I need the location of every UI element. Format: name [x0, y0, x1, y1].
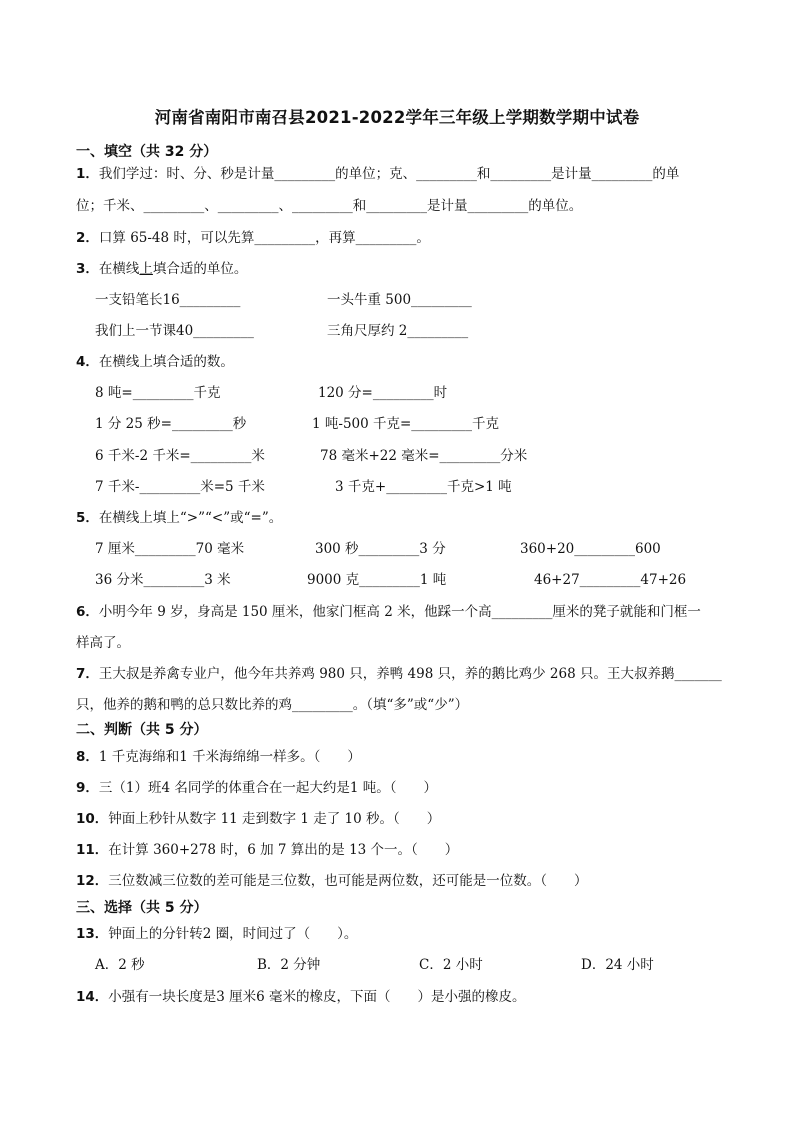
section-true-false-heading: 二、判断（共 5 分） — [76, 722, 208, 738]
question-4-item-f: 78 毫米+22 毫米=_________分米 — [320, 448, 528, 464]
question-number: 12． — [76, 873, 109, 889]
question-4-item-h: 3 千克+_________千克>1 吨 — [335, 479, 512, 495]
question-text: 在计算 360+278 时，6 加 7 算出的是 13 个一。（ ） — [108, 842, 459, 858]
question-5-item-d: 36 分米_________3 米 — [95, 572, 231, 588]
question-3-item-a: 一支铅笔长16_________ — [95, 292, 241, 308]
question-13-option-b: B．2 分钟 — [257, 957, 321, 973]
question-number: 3． — [76, 261, 99, 277]
question-3-item-c: 我们上一节课40_________ — [95, 323, 254, 339]
question-text-pre: 在横线 — [98, 261, 140, 277]
question-text: 在横线上填上“>”“<”或“=”。 — [98, 510, 283, 526]
question-text: 三位数减三位数的差可能是三位数，也可能是两位数，还可能是一位数。（ ） — [108, 873, 588, 889]
question-number: 2． — [76, 230, 99, 246]
question-5-item-f: 46+27_________47+26 — [534, 572, 687, 588]
question-text-post: 填合适的单位。 — [152, 261, 248, 277]
question-14 — [76, 987, 526, 1007]
question-5-item-b: 300 秒_________3 分 — [315, 541, 446, 557]
question-13-option-a: A．2 秒 — [95, 957, 145, 973]
question-13 — [76, 924, 357, 944]
exam-title: 河南省南阳市南召县2021-2022学年三年级上学期数学期中试卷 — [154, 108, 640, 127]
question-number: 7． — [76, 666, 99, 682]
question-number: 14． — [76, 989, 109, 1005]
question-1-line-1 — [76, 164, 679, 184]
question-text: 王大叔是养禽专业户，他今年共养鸡 980 只，养鸭 498 只，养的鹅比鸡少 268 只。王大叔养鹅_______ — [98, 666, 722, 682]
question-9 — [76, 778, 437, 798]
question-3 — [76, 259, 247, 279]
question-text: 钟面上秒针从数字 11 走到数字 1 走了 10 秒。（ ） — [108, 811, 441, 827]
question-13-option-d: D．24 小时 — [581, 957, 654, 973]
question-13-option-c: C．2 小时 — [419, 957, 483, 973]
question-number: 8． — [76, 749, 99, 765]
question-1-line-2: 位；千米、_________、_________、_________和_________是计量_________的单位。 — [76, 198, 583, 214]
question-3-item-d: 三角尺厚约 2_________ — [327, 323, 469, 339]
question-2 — [76, 228, 430, 248]
question-number: 11． — [76, 842, 109, 858]
question-number: 13． — [76, 926, 109, 942]
question-text: 小明今年 9 岁，身高是 150 厘米，他家门框高 2 米，他踩一个高_________厘米的凳子就能和门框一 — [98, 604, 701, 620]
question-text: 在横线上填合适的数。 — [98, 354, 234, 370]
question-text: 口算 65-48 时，可以先算_________，再算_________。 — [98, 230, 430, 246]
section-multiple-choice-heading: 三、选择（共 5 分） — [76, 900, 208, 916]
question-6-line-2: 样高了。 — [76, 635, 130, 651]
question-text: 三（1）班4 名同学的体重合在一起大约是1 吨。（ ） — [98, 780, 438, 796]
question-12 — [76, 871, 588, 891]
question-4-item-b: 120 分=_________时 — [318, 385, 448, 401]
question-number: 10． — [76, 811, 109, 827]
question-7-line-1 — [76, 664, 722, 684]
question-5-item-a: 7 厘米_________70 毫米 — [95, 541, 245, 557]
question-text: 钟面上的分针转2 圈，时间过了（ ）。 — [108, 926, 358, 942]
question-4-item-d: 1 吨-500 千克=_________千克 — [312, 416, 500, 432]
question-5-item-c: 360+20_________600 — [520, 541, 661, 557]
question-number: 5． — [76, 510, 99, 526]
question-number: 6． — [76, 604, 99, 620]
section-fill-blank-heading: 一、填空（共 32 分） — [76, 144, 218, 160]
question-4-item-e: 6 千米-2 千米=_________米 — [95, 448, 265, 464]
question-number: 9． — [76, 780, 99, 796]
question-6-line-1 — [76, 602, 701, 622]
question-text: 小强有一块长度是3 厘米6 毫米的橡皮，下面（ ）是小强的橡皮。 — [108, 989, 526, 1005]
question-text: 1 千克海绵和1 千米海绵绵一样多。（ ） — [98, 749, 361, 765]
question-5 — [76, 508, 282, 528]
question-10 — [76, 809, 440, 829]
question-5-item-e: 9000 克_________1 吨 — [307, 572, 447, 588]
question-number: 1． — [76, 166, 99, 182]
question-8 — [76, 747, 361, 767]
question-7-line-2: 只，他养的鹅和鸭的总只数比养的鸡_________。（填“多”或“少”） — [76, 697, 469, 713]
question-number: 4． — [76, 354, 99, 370]
question-4 — [76, 352, 234, 372]
question-3-item-b: 一头牛重 500_________ — [327, 292, 472, 308]
question-4-item-g: 7 千米-_________米=5 千米 — [95, 479, 265, 495]
question-4-item-a: 8 吨=_________千克 — [95, 385, 221, 401]
question-11 — [76, 840, 458, 860]
question-text: 我们学过：时、分、秒是计量_________的单位；克、_________和_________是计量_________的单 — [98, 166, 680, 182]
question-4-item-c: 1 分 25 秒=_________秒 — [95, 416, 247, 432]
underlined-word: 上 — [139, 261, 153, 277]
